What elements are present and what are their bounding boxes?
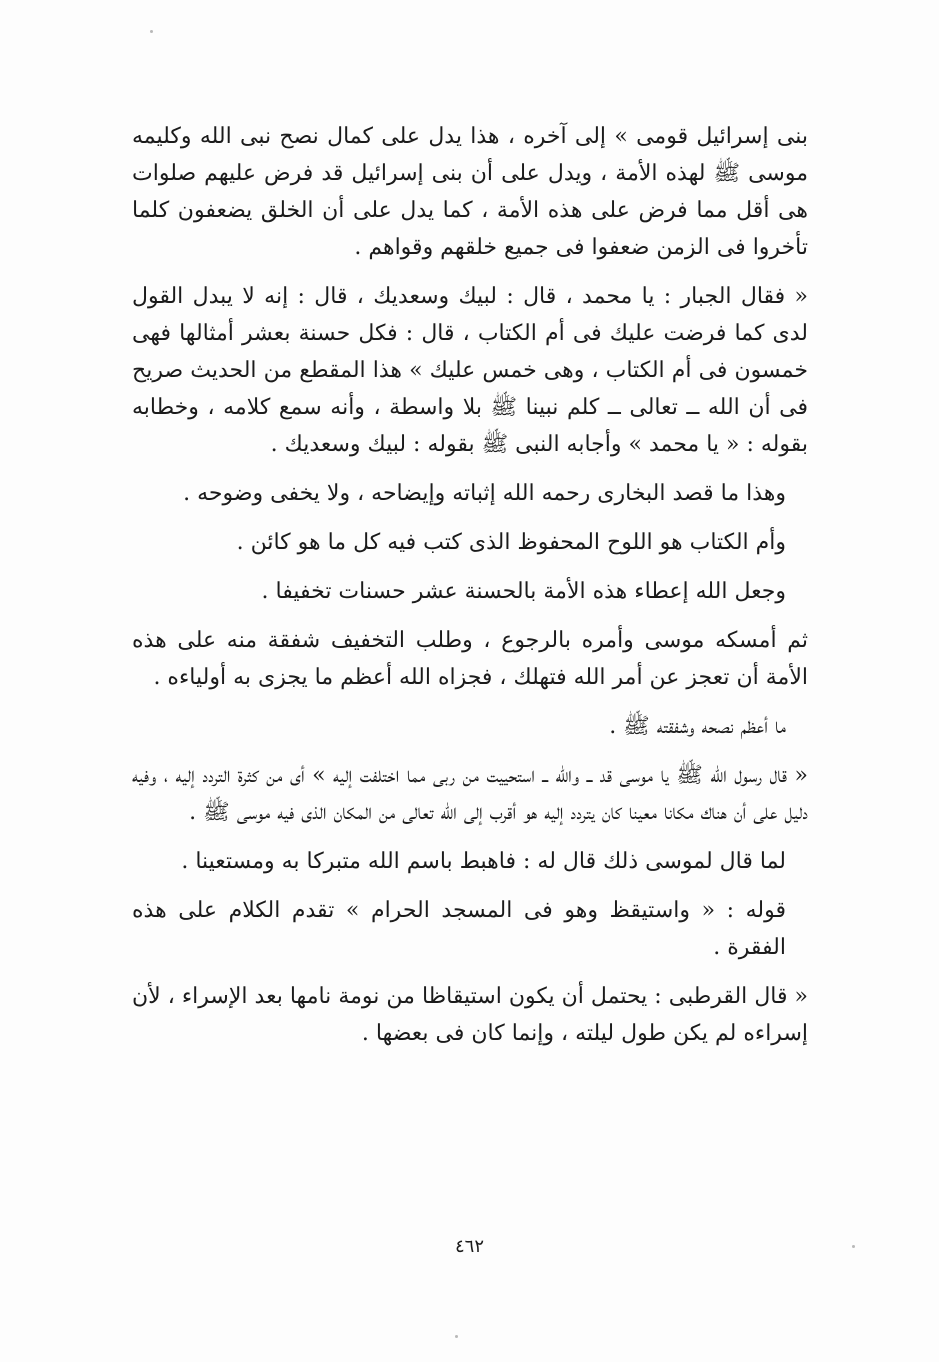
- paragraph: ما أعظم نصحه وشفقته ﷺ .: [609, 714, 786, 739]
- scan-speck: [150, 30, 153, 33]
- paragraph: قوله : « واستيقظ وهو فى المسجد الحرام » تقدم الكلام على هذه الفقرة .: [132, 898, 786, 960]
- paragraph: لما قال لموسى ذلك قال له : فاهبط باسم الله متبركا به ومستعينا .: [181, 849, 786, 874]
- scan-speck: [852, 1245, 855, 1248]
- paragraph: وأم الكتاب هو اللوح المحفوظ الذى كتب فيه كل ما هو كائن .: [236, 530, 786, 555]
- page-body: [132, 118, 808, 1064]
- paragraph: « فقال الجبار : يا محمد ، قال : لبيك وسعديك ، قال : إنه لا يبدل القول لدى كما فرضت عليك فى أم الكتاب ، قال : فكل حسنة بعشر أمثالها فهى خمسون فى أم الكتاب ، وهى خمس عليك » هذا المقطع من الحديث صريح فى أن الله ــ تعالى ــ كلم نبينا ﷺ بلا واسطة ، وأنه سمع كلامه ، وخطابه بقوله : « يا محمد » وأجابه النبى ﷺ بقوله : لبيك وسعديك .: [132, 284, 808, 457]
- page-number: ٤٦٢: [454, 1236, 484, 1257]
- paragraph: ثم أمسكه موسى وأمره بالرجوع ، وطلب التخفيف شفقة منه على هذه الأمة أن تعجز عن أمر الله فتهلك ، فجزاه الله أعظم ما يجزى به أولياءه .: [132, 628, 808, 690]
- paragraph: وهذا ما قصد البخارى رحمه الله إثباته وإيضاحه ، ولا يخفى وضوحه .: [183, 481, 786, 506]
- paragraph: « قال رسول الله ﷺ يا موسى قد ــ والله ــ استحييت من ربى مما اختلفت إليه » أى من كثرة التردد إليه ، وفيه دليل على أن هناك مكانا معينا كان يتردد إليه هو أقرب إلى الله تعالى من المكان الذى فيه موسى ﷺ .: [132, 763, 808, 825]
- paragraph: « قال القرطبى : يحتمل أن يكون استيقاظا من نومة نامها بعد الإسراء ، لأن إسراءه لم يكن طول ليلته ، وإنما كان فى بعضها .: [132, 984, 808, 1046]
- paragraph: بنى إسرائيل قومى » إلى آخره ، هذا يدل على كمال نصح نبى الله وكليمه موسى ﷺ لهذه الأمة ، ويدل على أن بنى إسرائيل قد فرض عليهم صلوات هى أقل مما فرض على هذه الأمة ، كما يدل على أن الخلق يضعفون كلما تأخروا فى الزمن ضعفوا فى جميع خلقهم وقواهم .: [132, 124, 808, 260]
- paragraph: وجعل الله إعطاء هذه الأمة بالحسنة عشر حسنات تخفيفا .: [261, 579, 786, 604]
- scan-speck: [455, 1335, 458, 1338]
